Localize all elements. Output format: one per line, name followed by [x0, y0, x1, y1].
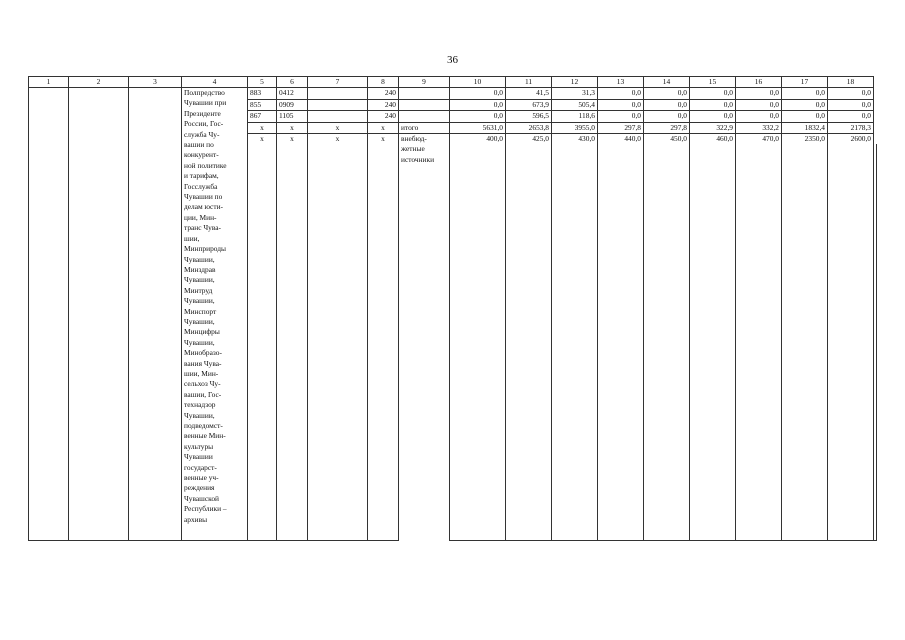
- text-line: служба Чу-: [184, 129, 220, 139]
- source-line: источники: [401, 154, 435, 164]
- source-cell: [399, 111, 450, 123]
- col-header: 5: [248, 77, 277, 88]
- text-line: вашии по: [184, 140, 214, 150]
- value-cell: 0,0: [782, 88, 828, 100]
- value-cell: 400,0: [450, 134, 506, 145]
- value-cell: 0,0: [828, 111, 874, 123]
- value-cell: 118,6: [552, 111, 598, 123]
- value-cell: 0,0: [598, 111, 644, 123]
- text-line: венные Мин-: [184, 431, 226, 441]
- text-line: Чувашии,: [184, 316, 215, 326]
- value-cell: 1832,4: [782, 122, 828, 134]
- value-cell: 0,0: [782, 99, 828, 111]
- value-cell: 332,2: [736, 122, 782, 134]
- value-cell: 0,0: [450, 88, 506, 100]
- header-row: [29, 77, 877, 88]
- text-line: Чувашской: [184, 493, 220, 503]
- text-line: сельхоз Чу-: [184, 379, 221, 389]
- value-cell: 31,3: [552, 88, 598, 100]
- col-header: 14: [644, 77, 690, 88]
- text-line: Президенте: [184, 108, 221, 118]
- section-code-cell: x: [277, 134, 308, 145]
- expense-type-cell: 240: [368, 88, 399, 100]
- col3-cell: [129, 88, 182, 541]
- value-cell: 460,0: [690, 134, 736, 145]
- col-header: 11: [506, 77, 552, 88]
- budget-code-cell: x: [248, 122, 277, 134]
- value-cell: 0,0: [736, 88, 782, 100]
- text-line: вания Чува-: [184, 358, 222, 368]
- filler-cell: [308, 144, 368, 540]
- value-cell: 2178,3: [828, 122, 874, 134]
- target-code-cell: [308, 88, 368, 100]
- value-cell: 0,0: [450, 99, 506, 111]
- col-header: 12: [552, 77, 598, 88]
- value-cell: 0,0: [828, 99, 874, 111]
- value-cell: 2600,0: [828, 134, 874, 145]
- col-header: 9: [399, 77, 450, 88]
- text-line: Минспорт: [184, 306, 217, 316]
- text-line: ции, Мин-: [184, 212, 217, 222]
- col1-cell: [29, 88, 69, 541]
- value-cell: 425,0: [506, 134, 552, 145]
- section-code-cell: 0412: [277, 88, 308, 100]
- value-cell: 0,0: [828, 88, 874, 100]
- text-line: Чувашии при: [184, 98, 227, 108]
- value-cell: 3955,0: [552, 122, 598, 134]
- source-cell: итого: [399, 122, 450, 134]
- col-header: 15: [690, 77, 736, 88]
- filler-cell: [644, 144, 690, 540]
- text-line: Минприроды: [184, 244, 226, 254]
- filler-cell: [506, 144, 552, 540]
- filler-cell: [248, 144, 277, 540]
- source-cell: [399, 99, 450, 111]
- value-cell: 322,9: [690, 122, 736, 134]
- text-line: реждения: [184, 483, 215, 493]
- source-cell: [399, 134, 450, 541]
- filler-cell: [736, 144, 782, 540]
- value-cell: 0,0: [644, 99, 690, 111]
- text-line: Минтруд: [184, 285, 213, 295]
- value-cell: 5631,0: [450, 122, 506, 134]
- col-header: 13: [598, 77, 644, 88]
- value-cell: 0,0: [644, 88, 690, 100]
- value-cell: 0,0: [690, 88, 736, 100]
- text-line: вашии, Гос-: [184, 389, 222, 399]
- text-line: Чувашии,: [184, 410, 215, 420]
- filler-cell: [368, 144, 399, 540]
- section-code-cell: x: [277, 122, 308, 134]
- text-line: конкурент-: [184, 150, 219, 160]
- filler-cell: [552, 144, 598, 540]
- text-line: Госслужба: [184, 181, 218, 191]
- target-code-cell: [308, 99, 368, 111]
- text-line: Чувашии,: [184, 254, 215, 264]
- value-cell: 0,0: [690, 99, 736, 111]
- section-code-cell: 1105: [277, 111, 308, 123]
- text-line: культуры: [184, 441, 214, 451]
- text-line: подведомст-: [184, 421, 223, 430]
- value-cell: 0,0: [644, 111, 690, 123]
- target-code-cell: [308, 111, 368, 123]
- expense-type-cell: 240: [368, 99, 399, 111]
- expense-type-cell: 240: [368, 111, 399, 123]
- target-code-cell: x: [308, 122, 368, 134]
- value-cell: 0,0: [736, 99, 782, 111]
- filler-cell: [874, 144, 877, 540]
- value-cell: 0,0: [450, 111, 506, 123]
- text-line: ной политике: [184, 160, 227, 170]
- filler-cell: [450, 144, 506, 540]
- value-cell: 0,0: [782, 111, 828, 123]
- text-line: Чувашии,: [184, 296, 215, 306]
- text-line: технадзор: [184, 400, 216, 410]
- value-cell: 0,0: [598, 99, 644, 111]
- col-header: 1: [29, 77, 69, 88]
- value-cell: 2653,8: [506, 122, 552, 134]
- text-line: делам юсти-: [184, 202, 223, 212]
- text-line: Минобразо-: [184, 348, 222, 358]
- source-line: жетные: [401, 144, 425, 154]
- text-line: Чувашии по: [184, 192, 223, 202]
- filler-cell: [690, 144, 736, 540]
- value-cell: 2350,0: [782, 134, 828, 145]
- value-cell: 0,0: [736, 111, 782, 123]
- value-cell: 450,0: [644, 134, 690, 145]
- budget-code-cell: x: [248, 134, 277, 145]
- value-cell: 0,0: [598, 88, 644, 100]
- value-cell: 41,5: [506, 88, 552, 100]
- value-cell: 470,0: [736, 134, 782, 145]
- value-cell: 673,9: [506, 99, 552, 111]
- text-line: Республики –: [184, 504, 227, 514]
- col-header: 3: [129, 77, 182, 88]
- responsible-executors: [182, 88, 248, 541]
- section-code-cell: 0909: [277, 99, 308, 111]
- col-header: 4: [182, 77, 248, 88]
- col-header: 8: [368, 77, 399, 88]
- text-line: России, Гос-: [184, 119, 224, 129]
- text-line: архивы: [184, 514, 208, 524]
- source-cell: [399, 88, 450, 100]
- expense-type-cell: x: [368, 122, 399, 134]
- filler-cell: [782, 144, 828, 540]
- text-line: и тарифам,: [184, 171, 219, 181]
- source-line: внебюд-: [401, 134, 427, 143]
- budget-table: [28, 76, 877, 541]
- value-cell: 440,0: [598, 134, 644, 145]
- col-header: 6: [277, 77, 308, 88]
- value-cell: 505,4: [552, 99, 598, 111]
- filler-cell: [598, 144, 644, 540]
- col2-cell: [69, 88, 129, 541]
- page-number: 36: [447, 54, 458, 66]
- filler-cell: [277, 144, 308, 540]
- budget-code-cell: 883: [248, 88, 277, 100]
- budget-code-cell: 867: [248, 111, 277, 123]
- value-cell: 297,8: [598, 122, 644, 134]
- text-line: шии,: [184, 233, 200, 243]
- col-header: 7: [308, 77, 368, 88]
- value-cell: 297,8: [644, 122, 690, 134]
- text-line: Минздрав: [184, 264, 216, 274]
- text-line: венные уч-: [184, 473, 219, 483]
- text-line: государст-: [184, 462, 217, 472]
- filler-cell: [828, 144, 874, 540]
- text-line: Чувашии: [184, 452, 213, 462]
- target-code-cell: x: [308, 134, 368, 145]
- text-line: Чувашии,: [184, 337, 215, 347]
- budget-code-cell: 855: [248, 99, 277, 111]
- col-header: 17: [782, 77, 828, 88]
- expense-type-cell: x: [368, 134, 399, 145]
- value-cell: 0,0: [690, 111, 736, 123]
- col-header: 2: [69, 77, 129, 88]
- text-line: Минцифры: [184, 327, 220, 337]
- table-row: [29, 88, 877, 100]
- col-header: 16: [736, 77, 782, 88]
- col-header: 18: [828, 77, 874, 88]
- text-line: Чувашии,: [184, 275, 215, 285]
- value-cell: 596,5: [506, 111, 552, 123]
- col-header: 10: [450, 77, 506, 88]
- text-line: Полпредство: [184, 88, 225, 97]
- value-cell: 430,0: [552, 134, 598, 145]
- text-line: транс Чува-: [184, 223, 222, 233]
- text-line: шии, Мин-: [184, 368, 219, 378]
